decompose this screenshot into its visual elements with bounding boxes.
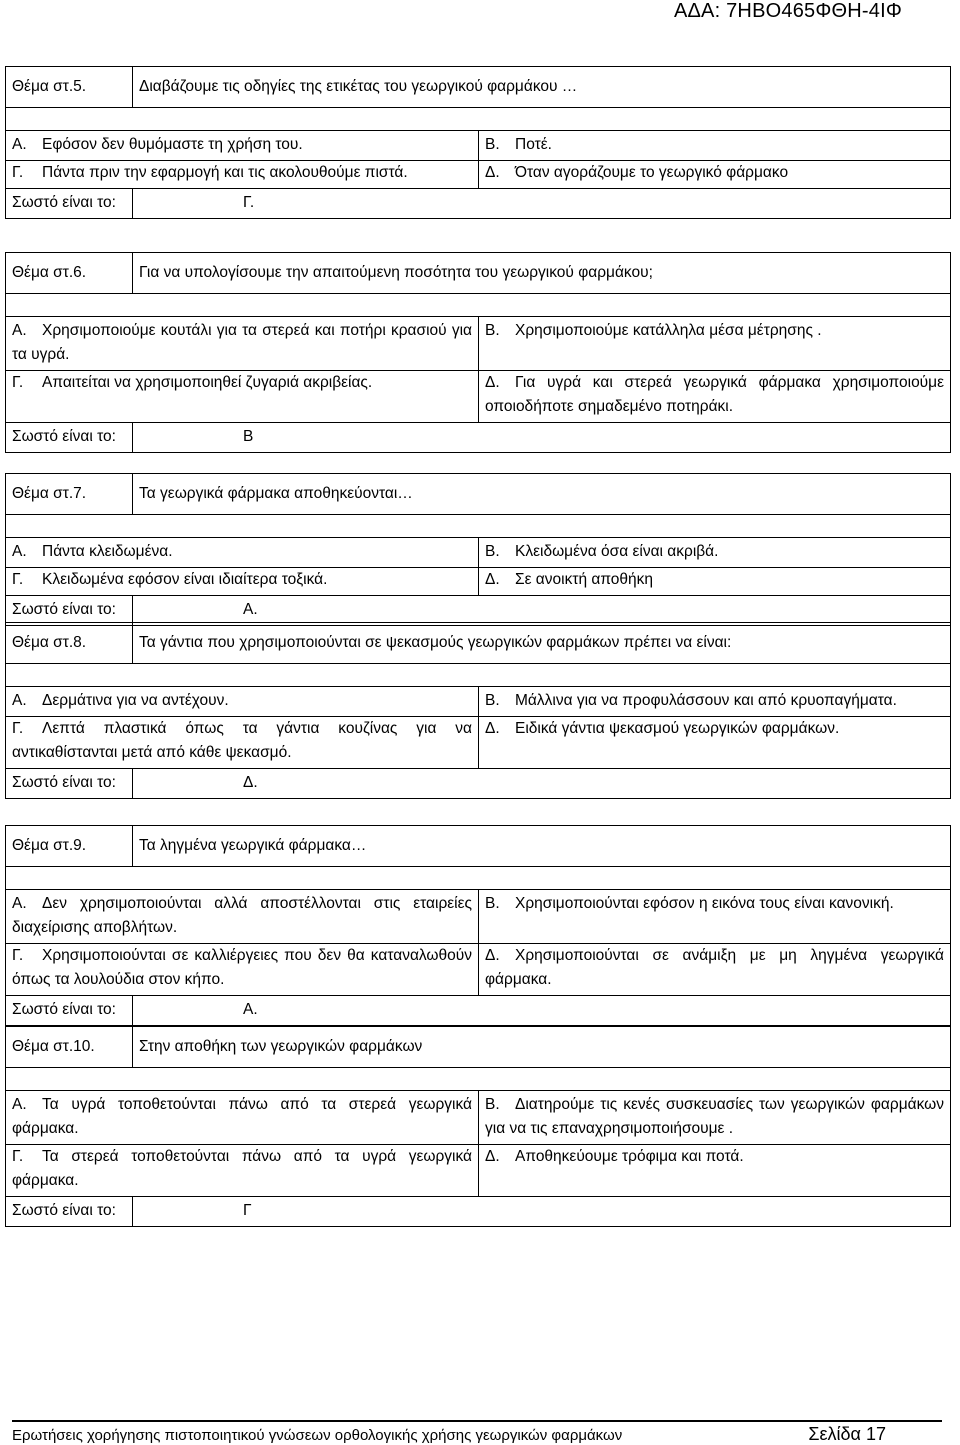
option-label: Δ. (485, 164, 500, 181)
option-text: Ποτέ. (515, 136, 552, 153)
option-label: Β. (485, 543, 500, 560)
correct-label: Σωστό είναι το: (6, 1197, 133, 1227)
correct-answer: Γ. (133, 189, 951, 219)
option-label: Γ. (12, 374, 24, 391)
option-a (6, 538, 479, 568)
footer-divider (12, 1420, 942, 1422)
option-text: Χρησιμοποιούμε κουτάλι για τα στερεά και ποτήρι κρασιού για τα υγρά. (12, 322, 472, 363)
option-label: Β. (485, 1096, 500, 1113)
question-text: Για να υπολογίσουμε την απαιτούμενη ποσότητα του γεωργικού φαρμάκου; (133, 253, 951, 294)
question-table (5, 1026, 951, 1227)
option-text: Χρησιμοποιούνται σε ανάμιξη με μη ληγμένα γεωργικά φάρμακα. (485, 947, 945, 988)
option-text: Απαιτείται να χρησιμοποιηθεί ζυγαριά ακριβείας. (42, 374, 373, 391)
option-label: Β. (485, 322, 500, 339)
option-label: Δ. (485, 947, 500, 964)
option-b (479, 687, 951, 717)
correct-answer: Δ. (133, 769, 951, 799)
option-text: Αποθηκεύουμε τρόφιμα και ποτά. (515, 1148, 744, 1165)
option-b (479, 1091, 951, 1145)
question-number: Θέμα στ.10. (6, 1027, 133, 1068)
question-block (5, 66, 950, 219)
option-text: Λεπτά πλαστικά όπως τα γάντια κουζίνας για να αντικαθίστανται μετά από κάθε ψεκασμό. (12, 720, 472, 761)
question-block (5, 825, 950, 1026)
correct-label: Σωστό είναι το: (6, 423, 133, 453)
question-number: Θέμα στ.5. (6, 67, 133, 108)
spacer-row (6, 108, 951, 131)
question-table (5, 252, 951, 453)
option-label: Β. (485, 895, 500, 912)
option-label: Γ. (12, 720, 24, 737)
question-number: Θέμα στ.9. (6, 826, 133, 867)
option-d (479, 161, 951, 189)
question-number: Θέμα στ.6. (6, 253, 133, 294)
question-block (5, 252, 950, 453)
option-c (6, 944, 479, 996)
option-a (6, 317, 479, 371)
option-label: Γ. (12, 1148, 24, 1165)
ada-code: ΑΔΑ: 7ΗΒΟ465ΦΘΗ-4ΙΦ (673, 0, 902, 22)
option-text: Μάλλινα για να προφυλάσσουν και από κρυοπαγήματα. (515, 692, 897, 709)
option-label: Γ. (12, 164, 24, 181)
option-label: Α. (12, 543, 27, 560)
option-label: Δ. (485, 720, 500, 737)
spacer-row (6, 515, 951, 538)
option-text: Όταν αγοράζουμε το γεωργικό φάρμακο (515, 164, 789, 181)
correct-label: Σωστό είναι το: (6, 189, 133, 219)
option-a (6, 890, 479, 944)
correct-label: Σωστό είναι το: (6, 596, 133, 626)
option-label: Δ. (485, 571, 500, 588)
option-label: Α. (12, 895, 27, 912)
spacer-row (6, 664, 951, 687)
option-d (479, 1145, 951, 1197)
option-text: Χρησιμοποιούνται εφόσον η εικόνα τους είναι κανονική. (515, 895, 894, 912)
option-b (479, 890, 951, 944)
question-block (5, 1026, 950, 1227)
question-number: Θέμα στ.7. (6, 474, 133, 515)
option-a (6, 687, 479, 717)
option-text: Κλειδωμένα εφόσον είναι ιδιαίτερα τοξικά. (42, 571, 328, 588)
question-text: Τα γεωργικά φάρμακα αποθηκεύονται… (133, 474, 951, 515)
option-d (479, 944, 951, 996)
option-text: Χρησιμοποιούμε κατάλληλα μέσα μέτρησης . (515, 322, 822, 339)
option-text: Ειδικά γάντια ψεκασμού γεωργικών φαρμάκων. (515, 720, 840, 737)
option-label: Γ. (12, 947, 24, 964)
option-b (479, 317, 951, 371)
option-label: Α. (12, 1096, 27, 1113)
question-block (5, 622, 950, 799)
spacer-row (6, 1068, 951, 1091)
correct-answer: Α. (133, 596, 951, 626)
option-label: Δ. (485, 1148, 500, 1165)
option-text: Πάντα πριν την εφαρμογή και τις ακολουθούμε πιστά. (42, 164, 408, 181)
question-text: Στην αποθήκη των γεωργικών φαρμάκων (133, 1027, 951, 1068)
option-text: Τα υγρά τοποθετούνται πάνω από τα στερεά γεωργικά φάρμακα. (12, 1096, 472, 1137)
option-b (479, 538, 951, 568)
option-text: Για υγρά και στερεά γεωργικά φάρμακα χρησιμοποιούμε οποιοδήποτε σημαδεμένο ποτηράκι. (485, 374, 945, 415)
correct-answer: Β (133, 423, 951, 453)
spacer-row (6, 294, 951, 317)
option-text: Πάντα κλειδωμένα. (42, 543, 173, 560)
option-text: Σε ανοικτή αποθήκη (515, 571, 654, 588)
option-c (6, 371, 479, 423)
option-text: Εφόσον δεν θυμόμαστε τη χρήση του. (42, 136, 303, 153)
question-text: Διαβάζουμε τις οδηγίες της ετικέτας του γεωργικού φαρμάκου … (133, 67, 951, 108)
question-table (5, 473, 951, 626)
correct-answer: Α. (133, 996, 951, 1026)
option-label: Α. (12, 136, 27, 153)
option-a (6, 1091, 479, 1145)
question-text: Τα ληγμένα γεωργικά φάρμακα… (133, 826, 951, 867)
option-c (6, 568, 479, 596)
option-label: Β. (485, 692, 500, 709)
option-label: Γ. (12, 571, 24, 588)
option-c (6, 1145, 479, 1197)
correct-label: Σωστό είναι το: (6, 769, 133, 799)
option-label: Α. (12, 322, 27, 339)
correct-answer: Γ (133, 1197, 951, 1227)
question-text: Τα γάντια που χρησιμοποιούνται σε ψεκασμούς γεωργικών φαρμάκων πρέπει να είναι: (133, 623, 951, 664)
option-d (479, 568, 951, 596)
option-text: Χρησιμοποιούνται σε καλλιέργειες που δεν θα καταναλωθούν όπως τα λουλούδια στον κήπο. (12, 947, 472, 988)
option-c (6, 161, 479, 189)
option-label: Δ. (485, 374, 500, 391)
option-d (479, 717, 951, 769)
option-b (479, 131, 951, 161)
question-table (5, 622, 951, 799)
correct-label: Σωστό είναι το: (6, 996, 133, 1026)
option-c (6, 717, 479, 769)
question-table (5, 825, 951, 1026)
question-table (5, 66, 951, 219)
option-label: Α. (12, 692, 27, 709)
option-label: Β. (485, 136, 500, 153)
option-text: Κλειδωμένα όσα είναι ακριβά. (515, 543, 719, 560)
footer-text: Ερωτήσεις χορήγησης πιστοποιητικού γνώσεων ορθολογικής χρήσης γεωργικών φαρμάκων (12, 1427, 623, 1444)
option-text: Δερμάτινα για να αντέχουν. (42, 692, 229, 709)
page-number: Σελίδα 17 (808, 1424, 886, 1444)
option-a (6, 131, 479, 161)
question-block (5, 473, 950, 626)
option-d (479, 371, 951, 423)
option-text: Τα στερεά τοποθετούνται πάνω από τα υγρά γεωργικά φάρμακα. (12, 1148, 472, 1189)
option-text: Διατηρούμε τις κενές συσκευασίες των γεωργικών φαρμάκων για να τις επαναχρησιμοποιήσουμε . (485, 1096, 944, 1137)
spacer-row (6, 867, 951, 890)
option-text: Δεν χρησιμοποιούνται αλλά αποστέλλονται στις εταιρείες διαχείρισης αποβλήτων. (12, 895, 472, 936)
question-number: Θέμα στ.8. (6, 623, 133, 664)
